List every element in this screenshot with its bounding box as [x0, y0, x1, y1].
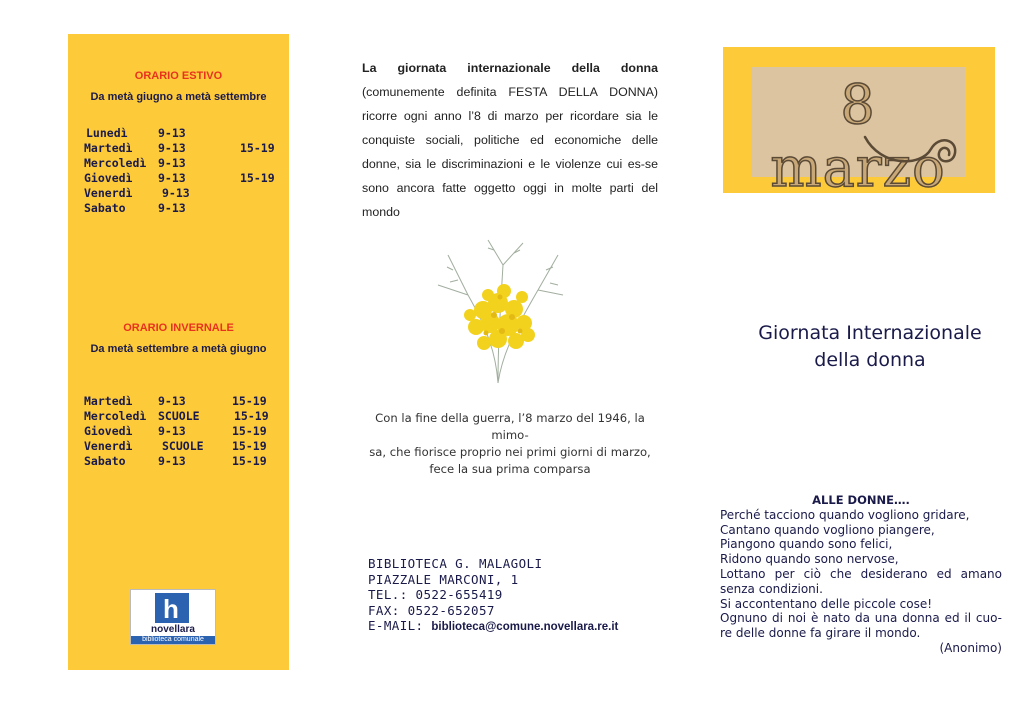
hours-row	[84, 439, 284, 454]
day-label: Mercoledì	[84, 409, 147, 423]
poem-author: (Anonimo)	[939, 640, 1002, 655]
poem-line: Perché tacciono quando vogliono gridare,	[720, 507, 970, 522]
email-address: biblioteca@comune.novellara.re.it	[431, 621, 619, 633]
day-label: Giovedì	[84, 424, 133, 438]
morning-hours: 9-13	[158, 394, 186, 408]
email-label: E-MAIL:	[368, 618, 432, 633]
title-panel	[723, 47, 995, 199]
heading-line: Giornata Internazionale	[758, 322, 982, 344]
summer-hours-title: ORARIO ESTIVO	[134, 70, 223, 82]
day-label: Mercoledì	[84, 156, 147, 170]
afternoon-hours: 15-19	[240, 141, 275, 155]
hours-row	[84, 141, 284, 156]
morning-hours: SCUOLE	[158, 409, 200, 423]
poem-line: Ridono quando sono nervose,	[720, 552, 899, 567]
library-name: BIBLIOTECA G. MALAGOLI	[368, 556, 543, 571]
library-contact-block	[368, 556, 618, 636]
afternoon-hours: 15-19	[232, 424, 267, 438]
day-label: Martedì	[84, 394, 133, 408]
day-label: Lunedì	[86, 126, 128, 140]
logo-mark-icon	[155, 593, 189, 623]
morning-hours: 9-13	[158, 454, 186, 468]
hours-row	[84, 201, 284, 216]
afternoon-hours: 15-19	[232, 454, 267, 468]
afternoon-hours: 15-19	[232, 439, 267, 453]
day-label: Sabato	[84, 201, 126, 215]
title-card	[751, 67, 965, 199]
poem-line: Si accontentano delle piccole cose!	[720, 596, 933, 611]
library-phone: TEL.: 0522-655419	[368, 587, 503, 602]
caption-line: sa, che fiorisce proprio nei primi giorni di marzo,	[369, 445, 651, 459]
winter-hours-period: Da metà settembre a metà giugno	[90, 343, 267, 355]
morning-hours: 9-13	[158, 126, 186, 140]
morning-hours: 9-13	[158, 156, 186, 170]
poem-line: Lottano per ciò che desiderano ed amano	[720, 566, 1002, 581]
poem-line: senza condizioni.	[720, 581, 823, 596]
day-label: Martedì	[84, 141, 133, 155]
mimosa-caption	[356, 410, 664, 478]
hours-row	[84, 394, 284, 409]
morning-hours: 9-13	[158, 424, 186, 438]
morning-hours: SCUOLE	[162, 439, 204, 453]
morning-hours: 9-13	[158, 201, 186, 215]
mimosa-illustration	[428, 235, 568, 385]
novellara-library-logo	[130, 589, 216, 645]
winter-hours-table	[84, 394, 284, 469]
library-address: PIAZZALE MARCONI, 1	[368, 571, 519, 587]
poem-title: ALLE DONNE….	[812, 493, 910, 507]
day-label: Venerdì	[84, 439, 133, 453]
hours-row	[84, 409, 284, 424]
morning-hours: 9-13	[162, 186, 190, 200]
swirl-decoration-icon	[861, 127, 965, 173]
morning-hours: 9-13	[158, 141, 186, 155]
hours-row	[84, 424, 284, 439]
day-label: Giovedì	[84, 171, 133, 185]
heading-line: della donna	[814, 349, 926, 371]
poem-line: Cantano quando vogliono piangere,	[720, 522, 935, 537]
hours-row	[84, 126, 284, 141]
logo-name: novellara	[151, 624, 195, 635]
day-label: Sabato	[84, 454, 126, 468]
title-art-text: 8 marzo	[770, 73, 946, 199]
library-fax: FAX: 0522-652057	[368, 602, 495, 618]
opening-hours-panel	[68, 34, 289, 670]
caption-line: Con la fine della guerra, l’8 marzo del 1946, la mimo-	[375, 411, 645, 442]
page-heading	[700, 320, 1024, 374]
afternoon-hours: 15-19	[234, 409, 269, 423]
logo-mark-letter: h	[163, 594, 179, 624]
day-label: Venerdì	[84, 186, 133, 200]
intro-title: La giornata internazionale della donna	[362, 61, 658, 75]
caption-line: fece la sua prima comparsa	[429, 462, 591, 476]
library-email-row	[368, 618, 618, 636]
poem-line: re delle donne fa girare il mondo.	[720, 626, 921, 641]
hours-row	[84, 156, 284, 171]
poem-block	[720, 493, 1002, 656]
afternoon-hours: 15-19	[240, 171, 275, 185]
intro-paragraph	[362, 56, 658, 224]
hours-row	[84, 454, 284, 469]
morning-hours: 9-13	[158, 171, 186, 185]
summer-hours-table	[84, 126, 284, 216]
hours-row	[84, 171, 284, 186]
intro-body: (comunemente definita FESTA DELLA DONNA) ricorre ogni anno l’8 di marzo per ricordare sia le conquiste sociali, politiche ed economiche delle donne, sia le discriminazioni e le violenze cui es-se sono ancora fatte oggetto oggi in molte parti del mondo	[362, 85, 658, 219]
poem-line: Ognuno di noi è nato da una donna ed il cuo-	[720, 611, 1002, 626]
winter-hours-title: ORARIO INVERNALE	[123, 322, 234, 334]
hours-row	[84, 186, 284, 201]
poem-line: Piangono quando sono felici,	[720, 537, 893, 552]
summer-hours-period: Da metà giugno a metà settembre	[90, 91, 267, 103]
logo-subtitle: biblioteca comunale	[131, 636, 215, 644]
afternoon-hours: 15-19	[232, 394, 267, 408]
